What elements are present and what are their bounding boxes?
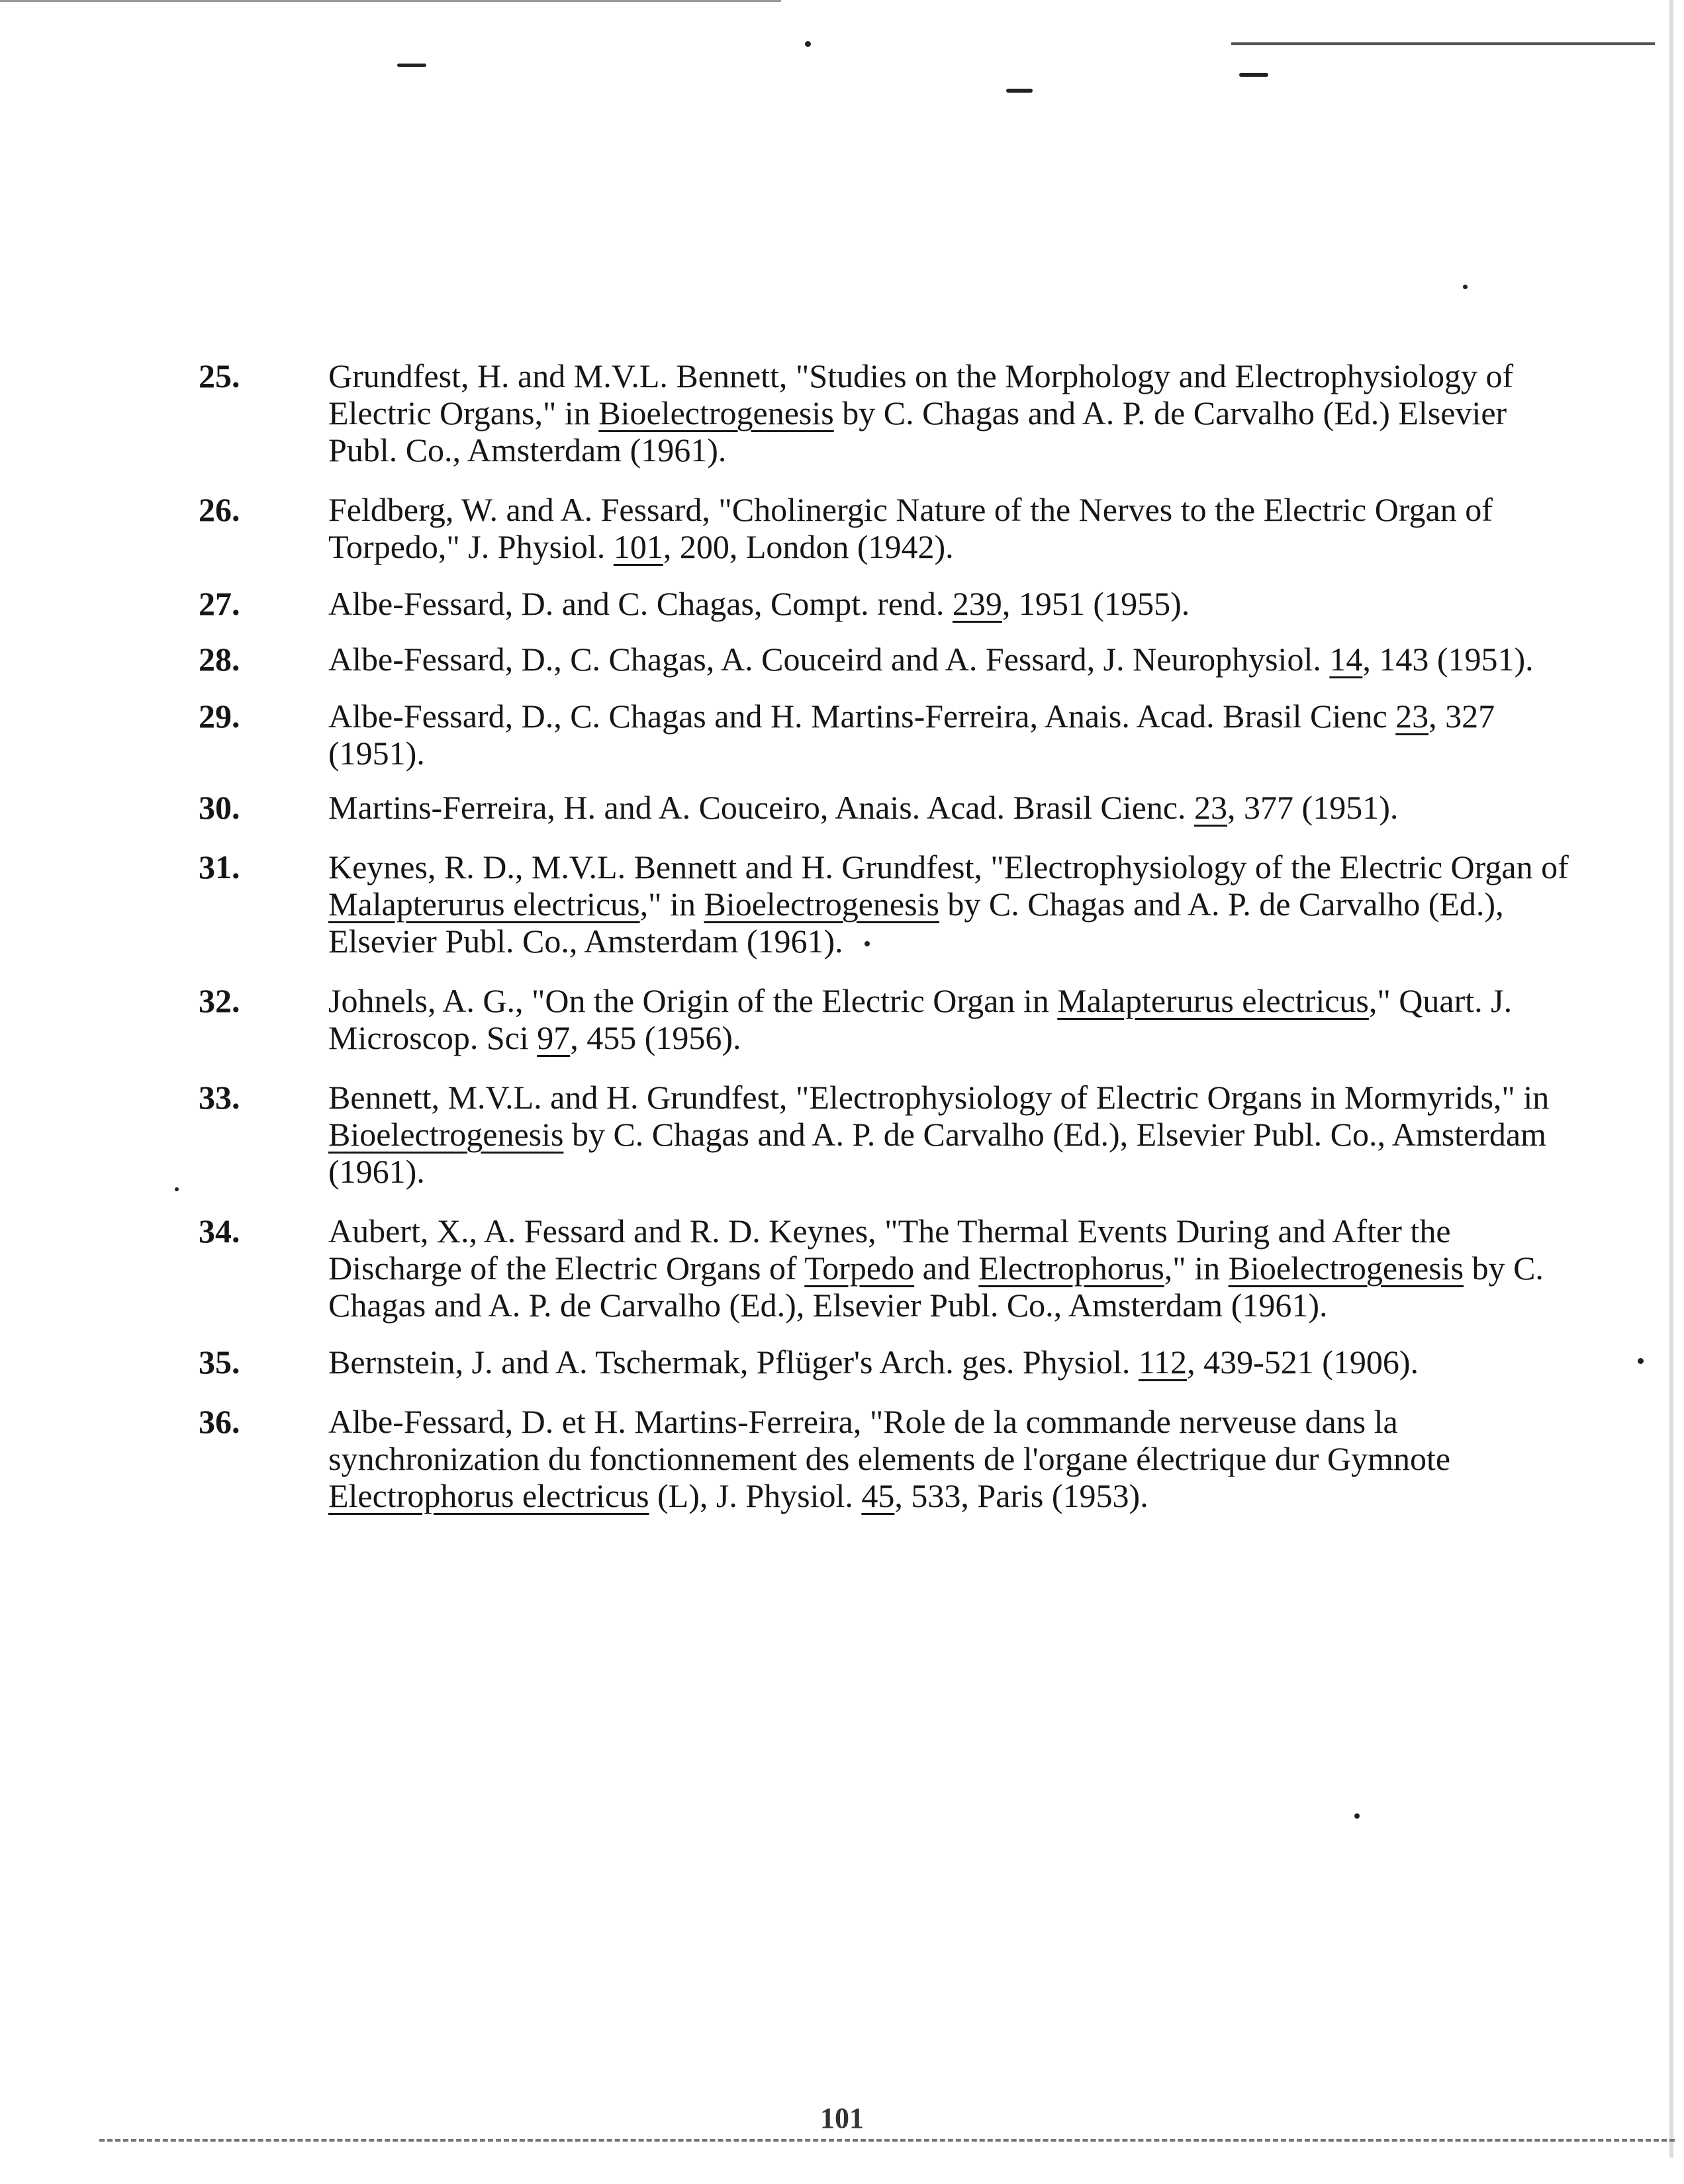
underlined-title: Malapterurus electricus [1057, 982, 1369, 1019]
reference-text-run: Albe-Fessard, D. et H. Martins-Ferreira, "Role de la commande nerveuse dans la synchronization du fonctionnement des elements de l'organe électrique dur Gymnote [328, 1403, 1451, 1477]
reference-number: 25. [199, 357, 240, 394]
reference-number: 29. [199, 698, 240, 735]
reference-text [328, 585, 1575, 622]
right-page-edge [1669, 0, 1673, 2158]
underlined-title: Torpedo [804, 1250, 915, 1287]
reference-text [328, 1079, 1575, 1190]
underlined-title: Electrophorus electricus [328, 1477, 649, 1514]
reference-item [199, 1079, 1575, 1190]
underlined-title: Bioelectrogenesis [598, 394, 834, 432]
reference-text-run: by C. Chagas and A. P. de Carvalho (Ed.), Elsevier Publ. Co., Amsterdam (1961). [328, 1250, 1544, 1324]
reference-text-run: and [914, 1250, 979, 1287]
reference-item [199, 1212, 1575, 1324]
bottom-edge-line [99, 2139, 1675, 2142]
underlined-title: Malapterurus electricus [328, 886, 640, 923]
reference-text-run: Albe-Fessard, D. and C. Chagas, Compt. rend. [328, 585, 953, 622]
reference-text-run: , 439-521 (1906). [1187, 1343, 1419, 1381]
reference-number: 34. [199, 1212, 240, 1250]
reference-text-run: Johnels, A. G., "On the Origin of the Electric Organ in [328, 982, 1058, 1019]
reference-item [199, 1403, 1575, 1514]
reference-item [199, 698, 1575, 772]
reference-number: 31. [199, 848, 240, 886]
reference-item [199, 848, 1575, 960]
reference-text-run: Feldberg, W. and A. Fessard, "Cholinergic Nature of the Nerves to the Electric Organ of Torpedo," J. Physiol. [328, 491, 1493, 565]
reference-text [328, 789, 1575, 826]
underlined-title: Bioelectrogenesis [328, 1116, 564, 1153]
reference-item [199, 1343, 1575, 1381]
reference-text [328, 1343, 1575, 1381]
reference-number: 35. [199, 1343, 240, 1381]
reference-text-run: Albe-Fessard, D., C. Chagas, A. Couceird and A. Fessard, J. Neurophysiol. [328, 641, 1330, 678]
reference-text-run: by C. Chagas and A. P. de Carvalho (Ed.), Elsevier Publ. Co., Amsterdam (1961). [328, 886, 1504, 960]
underlined-title: Electrophorus [978, 1250, 1164, 1287]
reference-text-run: Albe-Fessard, D., C. Chagas and H. Martins-Ferreira, Anais. Acad. Brasil Cienc [328, 698, 1396, 735]
underlined-title: 112 [1138, 1343, 1188, 1381]
reference-number: 27. [199, 585, 240, 622]
reference-text-run: Bennett, M.V.L. and H. Grundfest, "Electrophysiology of Electric Organs in Mormyrids," in [328, 1079, 1550, 1116]
reference-number: 26. [199, 491, 240, 528]
scan-speck [805, 41, 811, 47]
reference-number: 33. [199, 1079, 240, 1116]
reference-text [328, 357, 1575, 469]
page-number: 101 [820, 2102, 864, 2134]
reference-text-run: ," in [639, 886, 704, 923]
reference-text-run: , 1951 (1955). [1002, 585, 1190, 622]
reference-text [328, 641, 1575, 678]
reference-item [199, 789, 1575, 826]
top-right-rule [1231, 42, 1655, 45]
reference-text-run: Bernstein, J. and A. Tschermak, Pflüger's Arch. ges. Physiol. [328, 1343, 1139, 1381]
reference-text-run: Aubert, X., A. Fessard and R. D. Keynes, "The Thermal Events During and After the Discharge of the Electric Organs of [328, 1212, 1451, 1287]
underlined-title: 23 [1395, 698, 1429, 735]
reference-item [199, 357, 1575, 469]
scan-speck [175, 1187, 179, 1191]
underlined-title: 45 [861, 1477, 895, 1514]
reference-text-run: ," Quart. J. Microscop. Sci [328, 982, 1513, 1056]
reference-number: 36. [199, 1403, 240, 1440]
scan-speck [1006, 89, 1033, 93]
reference-number: 32. [199, 982, 240, 1019]
reference-list [199, 357, 1575, 1514]
underlined-title: Bioelectrogenesis [704, 886, 939, 923]
reference-text-run: by C. Chagas and A. P. de Carvalho (Ed.), Elsevier Publ. Co., Amsterdam (1961). [328, 1116, 1546, 1190]
reference-item [199, 491, 1575, 565]
underlined-title: 14 [1329, 641, 1363, 678]
underlined-title: Bioelectrogenesis [1228, 1250, 1464, 1287]
reference-text-run: , 200, London (1942). [663, 528, 954, 565]
underlined-title: 23 [1194, 789, 1228, 826]
reference-text-run: (L), J. Physiol. [649, 1477, 862, 1514]
underlined-title: 239 [952, 585, 1002, 622]
reference-text-run: , 533, Paris (1953). [894, 1477, 1148, 1514]
reference-text-run: , 327 (1951). [328, 698, 1495, 772]
scan-speck [1463, 285, 1468, 289]
reference-text-run: ," in [1164, 1250, 1229, 1287]
reference-text-run: , 143 (1951). [1362, 641, 1534, 678]
reference-item [199, 982, 1575, 1056]
reference-item [199, 585, 1575, 622]
reference-text [328, 698, 1575, 772]
scan-speck [1239, 73, 1268, 77]
reference-text-run: Keynes, R. D., M.V.L. Bennett and H. Grundfest, "Electrophysiology of the Electric Organ of [328, 848, 1569, 886]
underlined-title: 97 [537, 1019, 571, 1056]
reference-item [199, 641, 1575, 678]
reference-text-run: Grundfest, H. and M.V.L. Bennett, "Studies on the Morphology and Electrophysiology of Electric Organs," in [328, 357, 1514, 432]
reference-text [328, 848, 1575, 960]
reference-number: 28. [199, 641, 240, 678]
reference-number: 30. [199, 789, 240, 826]
reference-text-run: , 455 (1956). [570, 1019, 741, 1056]
underlined-title: 101 [613, 528, 663, 565]
top-edge-line [0, 0, 781, 2]
scan-speck [1638, 1358, 1644, 1364]
reference-text [328, 982, 1575, 1056]
scan-speck [397, 64, 426, 67]
reference-text [328, 1403, 1575, 1514]
reference-text [328, 1212, 1575, 1324]
reference-text-run: Martins-Ferreira, H. and A. Couceiro, Anais. Acad. Brasil Cienc. [328, 789, 1195, 826]
reference-text [328, 491, 1575, 565]
scan-speck [1354, 1813, 1360, 1819]
reference-text-run: , 377 (1951). [1227, 789, 1399, 826]
reference-text-run: by C. Chagas and A. P. de Carvalho (Ed.) Elsevier Publ. Co., Amsterdam (1961). [328, 394, 1507, 469]
